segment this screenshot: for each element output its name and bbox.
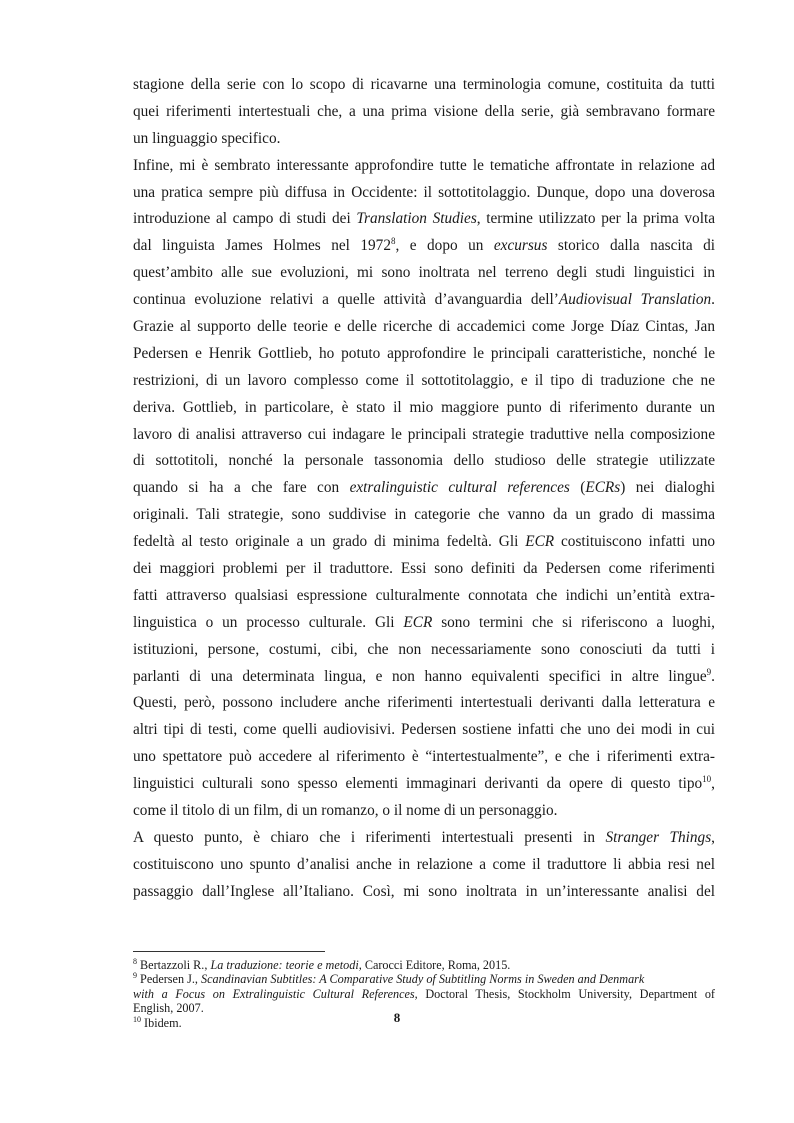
italic-text: Scandinavian Subtitles: A Comparative Study of Subtitling Norms in Sweden and Denmark [200,972,645,987]
footnotes-line [133,958,715,972]
body-line [133,448,715,475]
text-run: quest’ambito alle sue evoluzioni, mi sono inoltrata nel terreno degli studi linguistici in [133,264,715,282]
text-run: Questi, però, possono includere anche riferimenti intertestuali derivanti dalla letteratura e [133,694,715,712]
footnote-ref: 10 [702,774,712,785]
text-run: Infine, mi è sembrato interessante approfondire tutte le tematiche affrontate in relazione ad [133,156,715,174]
text-run: linguistici culturali sono spesso elementi immaginari derivanti da opere di questo tipo [133,775,703,793]
text-run: parlanti di una determinata lingua, e non hanno equivalenti specifici in altre lingue [133,667,707,685]
text-run: come il titolo di un film, di un romanzo, o il nome di un personaggio. [133,802,558,820]
text-run: English, 2007. [133,1001,204,1016]
body-line [133,852,715,879]
italic-text: with a Focus on Extralinguistic Cultural References, [133,986,418,1001]
text-run: originali. Tali strategie, sono suddivise in categorie che vanno da un grado di massima [133,506,715,524]
italic-text: Audiovisual Translation [558,291,712,309]
page-number: 8 [393,1010,401,1025]
body-line [133,180,715,207]
body-line [133,690,715,717]
text-run: Bertazzoli R., [137,958,211,972]
italic-text: ECR [525,533,555,551]
text-run: stagione della serie con lo scopo di ricavarne una terminologia comune, costituita da tutti [133,76,715,93]
footnotes-line [133,972,715,986]
footnote-separator [133,951,325,952]
body-line [133,529,715,556]
text-run: dal linguista James Holmes nel 1972 [133,237,391,255]
body-line [133,825,715,852]
text-run: introduzione al campo di studi dei [133,210,357,228]
italic-text: Translation Studies [356,210,477,228]
text-run: costituiscono infatti uno [554,533,715,551]
text-run: Carocci Editore, Roma, 2015. [361,958,511,972]
body-line [133,475,715,502]
text-run: Ibidem. [141,1015,182,1030]
text-run: Doctoral Thesis, Stockholm University, Department of [417,986,715,1001]
body-line [133,798,715,825]
text-run: storico dalla nascita di [547,237,716,255]
text-run: , [711,828,715,846]
body-line [133,260,715,287]
italic-text: La traduzione: teorie e metodi, [210,958,362,972]
italic-text: excursus [493,237,548,255]
text-run: deriva. Gottlieb, in particolare, è stato il mio maggiore punto di riferimento durante un [133,398,715,416]
text-run: istituzioni, persone, costumi, cibi, che non necessariamente sono conosciuti da tutti i [133,640,715,658]
text-run: ( [569,479,586,497]
italic-text: ECR [403,613,433,631]
text-run: passaggio dall’Inglese all’Italiano. Così, mi sono inoltrata in un’interessante analisi del [133,882,715,900]
body-line [133,744,715,771]
body-line [133,395,715,422]
footnotes-line [133,987,715,1001]
body-line [133,368,715,395]
text-run: fatti attraverso qualsiasi espressione culturalmente connotata che indichi un’entità extra- [133,586,715,604]
text-run: quando si ha a che fare con [133,479,350,497]
footnote-ref: 10 [133,1014,141,1024]
body-line [133,99,715,126]
body-line [133,610,715,637]
text-run: Pedersen J., [137,972,201,987]
text-run: , [711,775,715,793]
text-run: altri tipi di testi, come quelli audiovisivi. Pedersen sostiene infatti che uno dei modi in cui [133,721,715,739]
body-line [133,502,715,529]
text-run: lavoro di analisi attraverso cui indagare le principali strategie traduttive nella composizione [133,425,715,443]
body-line [133,879,715,906]
text-run: ) nei dialoghi [620,479,715,497]
text-run: , termine utilizzato per la prima volta [476,210,715,228]
text-run: , e dopo un [395,237,494,255]
text-run: A questo punto, è chiaro che i riferimenti intertestuali presenti in [133,828,606,846]
footnote-ref: 9 [706,666,712,677]
body-line [133,583,715,610]
body-line [133,637,715,664]
text-run: Pedersen e Henrik Gottlieb, ho potuto approfondire le principali caratteristiche, nonché le [133,344,715,362]
body-line [133,556,715,583]
text-run: un linguaggio specifico. [133,129,281,147]
body-line [133,664,715,691]
body-line [133,72,715,99]
body-line [133,126,715,153]
body-line [133,206,715,233]
italic-text: ECRs [585,479,621,497]
text-run: costituiscono uno spunto d’analisi anche in relazione a come il traduttore li abbia resi nel [133,855,715,873]
footnote-ref: 8 [133,956,137,966]
text-run: Grazie al supporto delle teorie e delle ricerche di accademici come Jorge Díaz Cintas, Jan [133,318,715,336]
text-run: continua evoluzione relativi a quelle attività d’avanguardia dell’ [133,291,559,309]
text-run: di sottotitoli, nonché la personale tassonomia dello studioso delle strategie utilizzate [133,452,715,470]
text-run: linguistica o un processo culturale. Gli [133,613,404,631]
body-line [133,341,715,368]
text-run: sono termini che si riferiscono a luoghi, [432,613,715,631]
footnote-ref: 9 [133,971,137,981]
body-line [133,422,715,449]
body-line [133,233,715,260]
text-run: dei maggiori problemi per il traduttore. Essi sono definiti da Pedersen come riferimenti [133,560,715,578]
text-run: uno spettatore può accedere al riferimento è “intertestualmente”, e che i riferimenti extra- [133,748,715,766]
text-run: restrizioni, di un lavoro complesso come il sottotitolaggio, e il tipo di traduzione che ne [133,371,715,389]
body-line [133,287,715,314]
italic-text: extralinguistic cultural references [349,479,570,497]
footnote-ref: 8 [390,236,396,247]
text-run: quei riferimenti intertestuali che, a una prima visione della serie, già sembravano formare [133,102,715,120]
italic-text: Stranger Things [605,828,712,846]
body-line [133,717,715,744]
body-line [133,153,715,180]
text-run: una pratica sempre più diffusa in Occidente: il sottotitolaggio. Dunque, dopo una doverosa [133,183,715,201]
text-run: . [711,667,715,685]
text-run: . [711,291,715,309]
body-line [133,771,715,798]
body-text [133,72,715,906]
body-line [133,314,715,341]
text-run: fedeltà al testo originale a un grado di minima fedeltà. Gli [133,533,526,551]
